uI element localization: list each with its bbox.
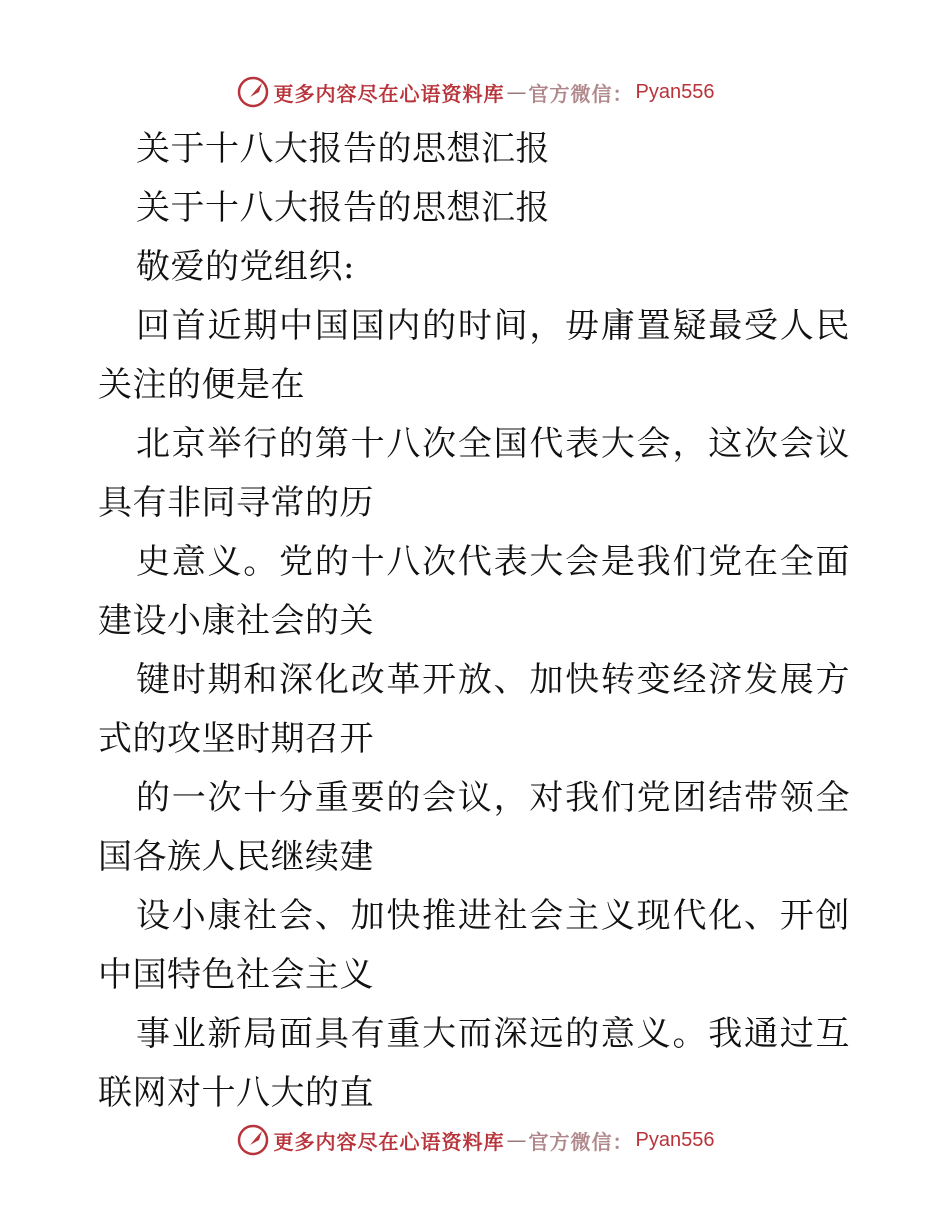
banner-wechat-id: Pyan556 [635,1128,715,1151]
salutation: 敬爱的党组织: [136,247,355,287]
paragraph: 键时期和深化改革开放、加快转变经济发展方式的攻坚时期召开 [98,660,850,759]
document-body [98,120,850,1123]
banner-wechat-id: Pyan556 [635,80,715,103]
quill-logo-icon [236,75,270,109]
footer-banner [0,1120,950,1160]
banner-official-label: 官方微信： [528,1129,634,1154]
banner-separator: — [506,80,527,104]
paragraph: 事业新局面具有重大而深远的意义。我通过互联网对十八大的直 [98,1014,850,1113]
doc-title-repeat: 关于十八大报告的思想汇报 [136,188,550,228]
header-banner [0,72,950,112]
quill-logo-icon [236,1123,270,1157]
banner-separator: — [506,1128,527,1152]
paragraph: 史意义。党的十八次代表大会是我们党在全面建设小康社会的关 [98,542,850,641]
paragraph: 北京举行的第十八次全国代表大会，这次会议具有非同寻常的历 [98,424,850,523]
doc-title: 关于十八大报告的思想汇报 [136,129,550,169]
banner-promo-text: 更多内容尽在心语资料库 [273,81,505,106]
paragraph: 的一次十分重要的会议，对我们党团结带领全国各族人民继续建 [98,778,850,877]
banner-official-label: 官方微信： [528,81,634,106]
paragraph: 设小康社会、加快推进社会主义现代化、开创中国特色社会主义 [98,896,850,995]
banner-promo-text: 更多内容尽在心语资料库 [273,1129,505,1154]
paragraph: 回首近期中国国内的时间，毋庸置疑最受人民关注的便是在 [98,306,850,405]
